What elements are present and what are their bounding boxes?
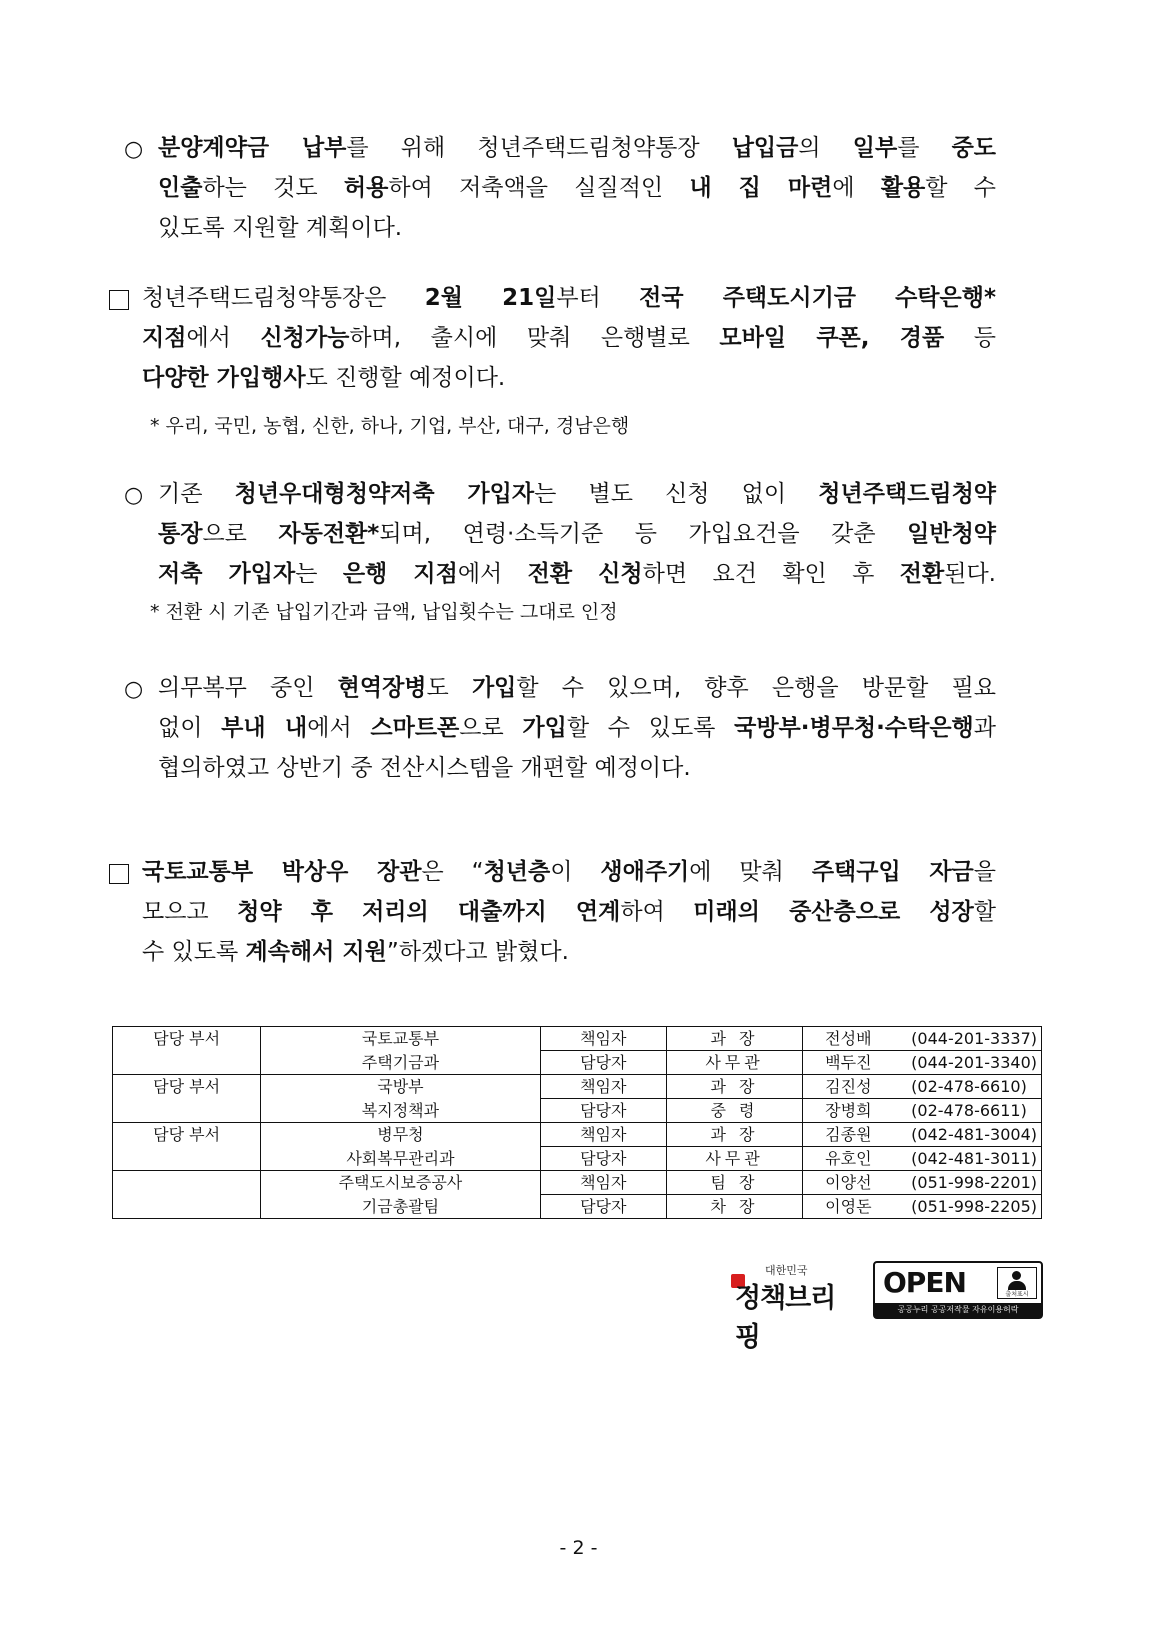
person-cell [803, 1123, 1042, 1147]
paragraph-minister-quote [142, 852, 996, 972]
open-logo-footer: 공공누리 공공저작물 자유이용허락 [875, 1303, 1041, 1317]
role-cell: 담당자 [540, 1099, 666, 1123]
table-row [113, 1027, 1042, 1051]
paragraph-auto-conversion [158, 474, 996, 594]
paragraph-line: 없이 부내 내에서 스마트폰으로 가입할 수 있도록 국방부·병무청·수탁은행과 [158, 715, 996, 741]
role-cell: 담당자 [540, 1051, 666, 1075]
dept-name-cell: 기금총괄팀 [261, 1195, 540, 1219]
phone-number: (044-201-3337) [911, 1029, 1037, 1048]
person-name: 이양선 [825, 1173, 872, 1192]
phone-number: (02-478-6610) [911, 1077, 1027, 1096]
policy-briefing-logo [735, 1262, 855, 1353]
rank-cell: 팀 장 [666, 1171, 802, 1195]
bullet-circle-1: ○ [124, 137, 144, 162]
paragraph-soldiers [158, 668, 996, 788]
paragraph-line: 의무복무 중인 현역장병도 가입할 수 있으며, 향후 은행을 방문할 필요 [158, 675, 996, 701]
phone-number: (051-998-2201) [911, 1173, 1037, 1192]
person-cell [803, 1027, 1042, 1051]
page-number: - 2 - [559, 1537, 598, 1559]
paragraph-line: 다양한 가입행사도 진행할 예정이다. [142, 365, 506, 391]
rank-cell: 차 장 [666, 1195, 802, 1219]
role-cell: 담당자 [540, 1147, 666, 1171]
paragraph-line: 모으고 청약 후 저리의 대출까지 연계하여 미래의 중산층으로 성장할 [142, 899, 996, 925]
person-cell [803, 1147, 1042, 1171]
paragraph-line: 지점에서 신청가능하며, 출시에 맞춰 은행별로 모바일 쿠폰, 경품 등 [142, 325, 997, 351]
person-cell [803, 1051, 1042, 1075]
dept-name-cell: 주택도시보증공사 [261, 1171, 540, 1195]
rank-cell: 과 장 [666, 1075, 802, 1099]
phone-number: (051-998-2205) [911, 1197, 1037, 1216]
table-row [113, 1171, 1042, 1195]
table-row [113, 1123, 1042, 1147]
paragraph-line: 통장으로 자동전환*되며, 연령·소득기준 등 가입요건을 갖춘 일반청약 [158, 521, 997, 547]
paragraph-line: 협의하였고 상반기 중 전산시스템을 개편할 예정이다. [158, 755, 691, 781]
contacts-table [112, 1026, 1042, 1219]
footnote-conversion: * 전환 시 기존 납입기간과 금액, 납입횟수는 그대로 인정 [150, 601, 618, 623]
paragraph-line: 국토교통부 박상우 장관은 “청년층이 생애주기에 맞춰 주택구입 자금을 [142, 859, 996, 885]
rank-cell: 과 장 [666, 1123, 802, 1147]
paragraph-line: 청년주택드림청약통장은 2월 21일부터 전국 주택도시기금 수탁은행* [142, 285, 996, 311]
phone-number: (044-201-3340) [911, 1053, 1037, 1072]
open-license-logo [873, 1261, 1043, 1319]
person-name: 백두진 [825, 1053, 872, 1072]
person-name: 김진성 [825, 1077, 872, 1096]
paragraph-line: 기존 청년우대형청약저축 가입자는 별도 신청 없이 청년주택드림청약 [158, 481, 997, 507]
checkbox-square-marker [109, 290, 129, 310]
paragraph-line: 있도록 지원할 계획이다. [158, 215, 403, 241]
dept-name-cell: 병무청 [261, 1123, 540, 1147]
dept-name-cell: 국방부 [261, 1075, 540, 1099]
table-row [113, 1075, 1042, 1099]
bullet-circle-2: ○ [124, 483, 144, 508]
logo-main-text: 정책브리핑 [735, 1283, 836, 1353]
rank-cell: 과 장 [666, 1027, 802, 1051]
rank-cell: 사무관 [666, 1147, 802, 1171]
logo-small-text: 대한민국 [765, 1264, 808, 1277]
checkbox-square-marker [109, 864, 129, 884]
attribution-caption: 출처표시 [1005, 1291, 1029, 1298]
paragraph-line: 수 있도록 계속해서 지원”하겠다고 밝혔다. [142, 939, 569, 965]
person-name: 유호인 [825, 1149, 872, 1168]
bullet-circle-3: ○ [124, 677, 144, 702]
footnote-banks: * 우리, 국민, 농협, 신한, 하나, 기업, 부산, 대구, 경남은행 [150, 415, 630, 437]
role-cell: 책임자 [540, 1027, 666, 1051]
role-cell: 책임자 [540, 1075, 666, 1099]
paragraph-contract-deposit [158, 128, 996, 248]
person-cell [803, 1171, 1042, 1195]
person-name: 전성배 [825, 1029, 872, 1048]
dept-name-cell: 복지정책과 [261, 1099, 540, 1123]
rank-cell: 사무관 [666, 1051, 802, 1075]
role-cell: 책임자 [540, 1171, 666, 1195]
dept-name-cell: 국토교통부 [261, 1027, 540, 1051]
dept-label-cell: 담당 부서 [113, 1075, 261, 1123]
dept-name-cell: 주택기금과 [261, 1051, 540, 1075]
dept-name-cell: 사회복무관리과 [261, 1147, 540, 1171]
role-cell: 담당자 [540, 1195, 666, 1219]
dept-label-cell: 담당 부서 [113, 1027, 261, 1075]
paragraph-application-start [142, 278, 996, 398]
person-name: 장병희 [825, 1101, 872, 1120]
rank-cell: 중 령 [666, 1099, 802, 1123]
person-cell [803, 1195, 1042, 1219]
dept-label-cell: 담당 부서 [113, 1123, 261, 1171]
person-cell [803, 1099, 1042, 1123]
phone-number: (042-481-3004) [911, 1125, 1037, 1144]
phone-number: (042-481-3011) [911, 1149, 1037, 1168]
paragraph-line: 인출하는 것도 허용하여 저축액을 실질적인 내 집 마련에 활용할 수 [158, 175, 997, 201]
paragraph-line: 분양계약금 납부를 위해 청년주택드림청약통장 납입금의 일부를 중도 [158, 135, 997, 161]
phone-number: (02-478-6611) [911, 1101, 1027, 1120]
open-logo-text: OPEN [883, 1266, 966, 1299]
dept-label-cell [113, 1171, 261, 1219]
paragraph-line: 저축 가입자는 은행 지점에서 전환 신청하면 요건 확인 후 전환된다. [158, 561, 996, 587]
person-cell [803, 1075, 1042, 1099]
attribution-person-icon [997, 1267, 1037, 1299]
person-name: 이영돈 [825, 1197, 872, 1216]
role-cell: 책임자 [540, 1123, 666, 1147]
person-name: 김종원 [825, 1125, 872, 1144]
